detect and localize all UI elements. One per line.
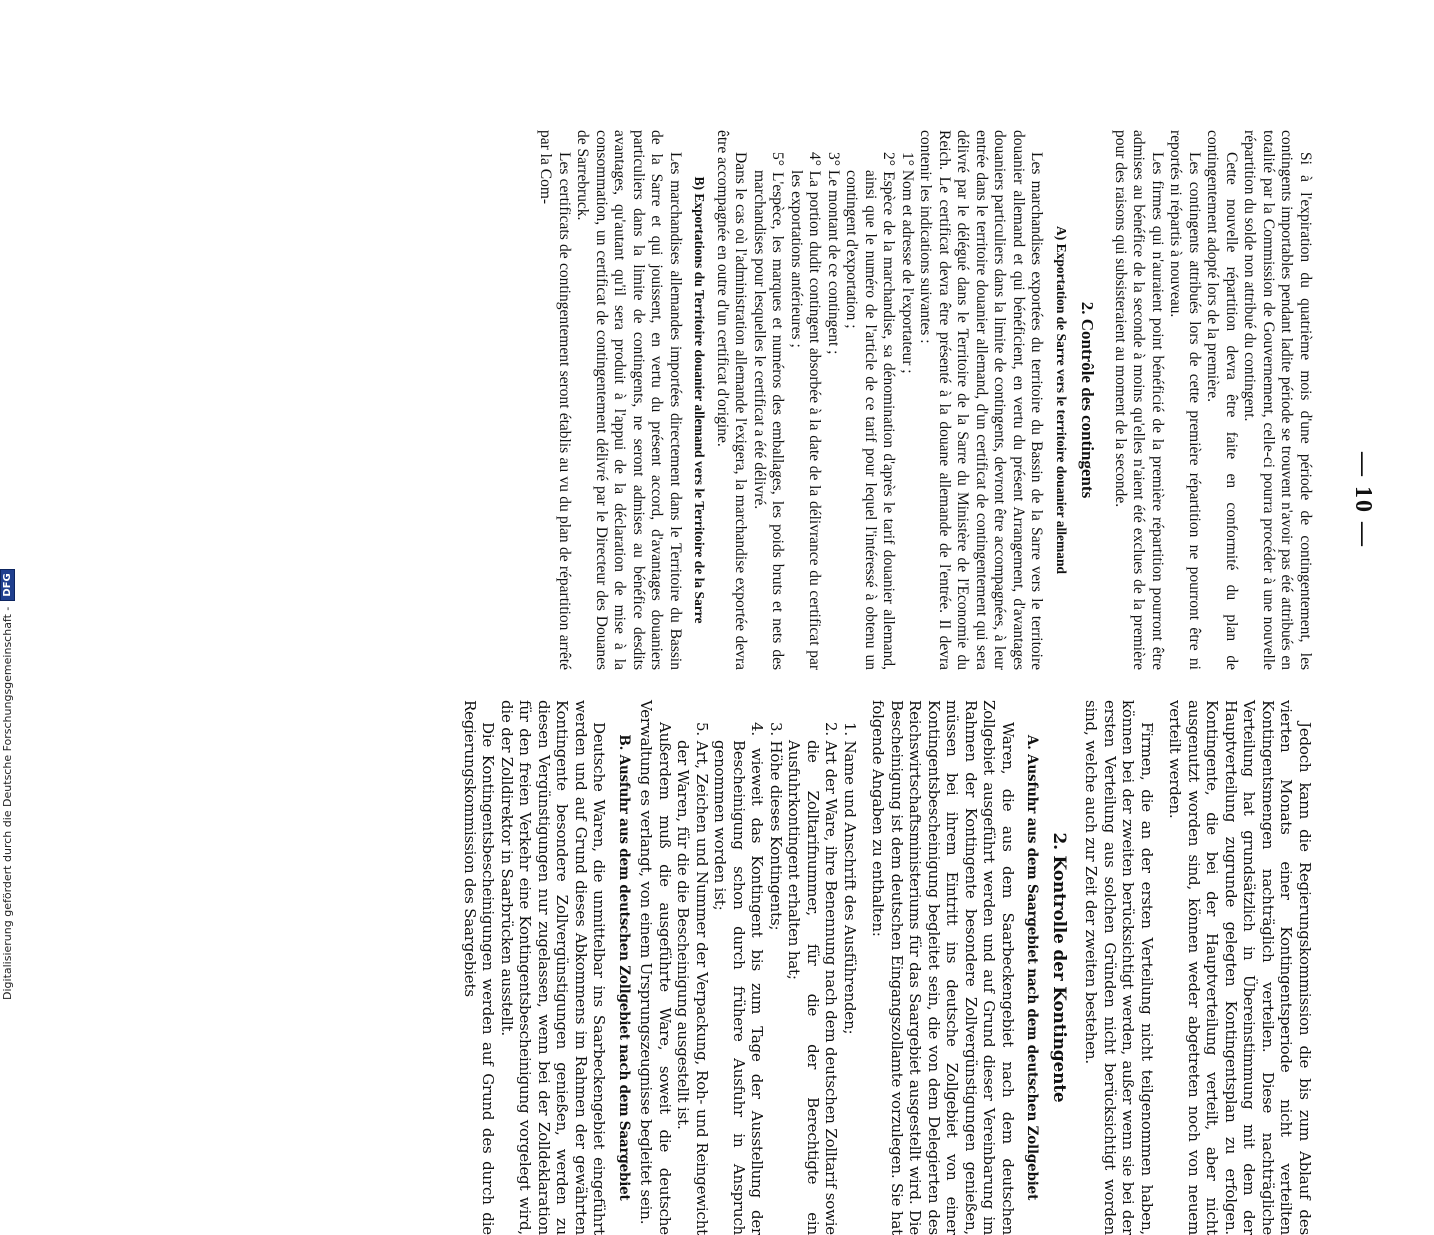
german-subsection-b: B. Ausfuhr aus dem deutschen Zollgebiet nach dem Saargebiet [616, 734, 632, 1201]
french-list-item: 2° Espèce de la marchandise, sa dénomination d'après le tarif douanier allemand, ainsi que le numéro de l'article de ce tarif pour lequel l'intéressé à obtenu un contingent d'exportation ; [843, 152, 898, 670]
german-paragraph: Firmen, die an der ersten Verteilung nicht teilgenommen haben, können bei der zweiten berücksichtigt werden, außer wenn sie bei der ersten Verteilung aus solchen Gründen nicht berücksichtigt worden sind, welche auch zur Zeit der zweiten bestehen. [1082, 700, 1156, 1235]
page-number: — 10 — [1350, 452, 1376, 548]
french-paragraph: Les certificats de contingentement seront établis au vu du plan de répartition arrêté par la Com- [537, 130, 573, 670]
french-subsection-a: A) Exportation de Sarre vers le territoire douanier allemand [1054, 226, 1069, 574]
german-section-title: 2. Kontrolle der Kontingente [1049, 832, 1069, 1103]
digitization-credit [0, 0, 15, 1000]
french-paragraph: Les marchandises allemandes importées directement dans le Territoire du Bassin de la Sarre et qui jouissent, en vertu du présent accord, d'avantages douaniers particuliers dans la limite de contingents, ne seront admises au bénéfice desdits avantages, qu'autant qu'il sera produit à l'appui de la déclaration de mise à la consommation, un certificat de contingentement délivré par le Directeur des Douanes de Sarrebruck. [574, 130, 684, 670]
french-paragraph: Les contingents attribués lors de cette première répartition ne pourront être ni reportés ni répartis à nouveau. [1167, 130, 1203, 670]
german-list-item: 3. Höhe dieses Kontingents; [767, 722, 785, 931]
dfg-logo: DFG [0, 569, 15, 600]
german-paragraph: Deutsche Waren, die unmittelbar ins Saarbeckengebiet eingeführt werden und auf Grund dieses Abkommens im Rahmen der gewährten Kontingente besondere Zollvergünstigungen genießen, werden zu diesen Vergünstigungen nur zugelassen, wenn bei der Zolldeklaration für den freien Verkehr eine Kontingentsbescheinigung vorgelegt wird, die der Zolldirektor in Saarbrücken ausstellt. [498, 700, 609, 1235]
german-subsection-a: A. Ausfuhr aus dem Saargebiet nach dem deutschen Zollgebiet [1024, 734, 1041, 1201]
credit-text: Digitalisierung gefördert durch die Deutsche Forschungsgemeinschaft - [1, 606, 14, 1000]
french-paragraph: Les firmes qui n'auraient point bénéficié de la première répartition pourront être admises au bénéfice de la seconde à moins qu'elles n'aient été exclues de la première pour des raisons qui subsisteraient au moment de la seconde. [1112, 130, 1166, 670]
german-list-item: 1. Name und Anschrift des Ausführenden; [841, 722, 859, 1035]
german-paragraph: Waren, die aus dem Saarbeckengebiet nach dem deutschen Zollgebiet ausgeführt werden und auf Grund dieser Vereinbarung im Rahmen der Kontingente besondere Zollvergünstigungen genießen, müssen bei ihrem Eintritt ins deutsche Zollgebiet von einer Kontingentsbescheinigung begleitet sein, die von dem Delegierten des Reichswirtschaftsministeriums für das Saargebiet ausgestellt wird. Die Bescheinigung ist dem deutschen Eingangszollamte vorzulegen. Sie hat folgende Angaben zu enthalten: [869, 700, 1017, 1235]
french-paragraph: Dans le cas où l'administration allemande l'exigera, la marchandise exportée devra être accompagnée en outre d'un certificat d'origine. [714, 130, 750, 670]
german-paragraph: Die Kontingentsbescheinigungen werden auf Grund des durch die Regierungskommission des Saargebiets [461, 700, 498, 1235]
french-paragraph: Cette nouvelle répartition devra être faite en conformité du plan de contingentement adopté lors de la première. [1204, 130, 1240, 670]
french-subsection-b: B) Exportations du Territoire douanier allemand vers le Territoire de la Sarre [692, 176, 708, 624]
french-list-item: 3° Le montant de ce contingent ; [825, 152, 842, 355]
german-list-item: 5. Art, Zeichen und Nummer der Verpackung, Roh- und Reingewicht der Waren, für die die Bescheinigung ausgestellt ist. [674, 722, 711, 1235]
french-list-item: 4° La portion dudit contingent absorbée à la date de la délivrance du certificat par les exportations antérieures ; [788, 152, 824, 670]
german-list-item: 2. Art der Ware, ihre Benennung nach dem deutschen Zolltarif sowie die Zolltarifnummer, für die der Berechtigte ein Ausfuhrkontingent erhalten hat; [785, 722, 841, 1235]
french-list-item: 5° L'espèce, les marques et numéros des emballages, les poids bruts et nets des marchandises pour lesquelles le certificat a été délivré. [751, 152, 787, 670]
german-column [461, 700, 1315, 1235]
german-paragraph: Außerdem muß die ausgeführte Ware, soweit die deutsche Verwaltung es verlangt, von einem Ursprungszeugnisse begleitet sein. [637, 700, 674, 1235]
french-paragraph: Si à l'expiration du quatrième mois d'une période de contingentement, les contingents importables pendant ladite période se trouvent n'avoir pas été attribués en totalité par la Commission de Gouvernement, celle-ci pourra procéder à une nouvelle répartition du solde non attribué du contingent. [1241, 130, 1314, 670]
german-paragraph: Jedoch kann die Regierungskommission die bis zum Ablauf des vierten Monats einer Kontingentsperiode nicht verteilten Kontingentsmengen nachträglich verteilen. Diese nachträgliche Verteilung hat grundsätzlich in Übereinstimmung mit dem der Hauptverteilung zugrunde gelegten Kontingentsplan zu erfolgen. Kontingente, die bei der Hauptverteilung verteilt, aber nicht ausgenutzt worden sind, können weder abgetreten noch von neuem verteilt werden. [1166, 700, 1314, 1235]
french-list-item: 1° Nom et adresse de l'exportateur ; [899, 152, 916, 374]
french-paragraph: Les marchandises exportées du territoire du Bassin de la Sarre vers le territoire douanier allemand et qui bénéficient, en vertu du présent Arrangement, d'avantages douaniers particuliers dans la limite de contingents, devront être accompagnées, à leur entrée dans le territoire douanier allemand, d'un certificat de contingentement qui sera délivré par le délégué dans le Territoire de la Sarre du Ministère de l'Economie du Reich. Le certificat devra être présenté à la douane allemande de l'entrée. Il devra contenir les indications suivantes : [917, 130, 1046, 670]
german-list-item: 4. wieweit das Kontingent bis zum Tage der Ausstellung der Bescheinigung schon durch frühere Ausfuhr in Anspruch genommen worden ist; [711, 722, 767, 1235]
french-column [536, 130, 1314, 670]
french-section-title: 2. Contrôle des contingents [1078, 301, 1098, 499]
